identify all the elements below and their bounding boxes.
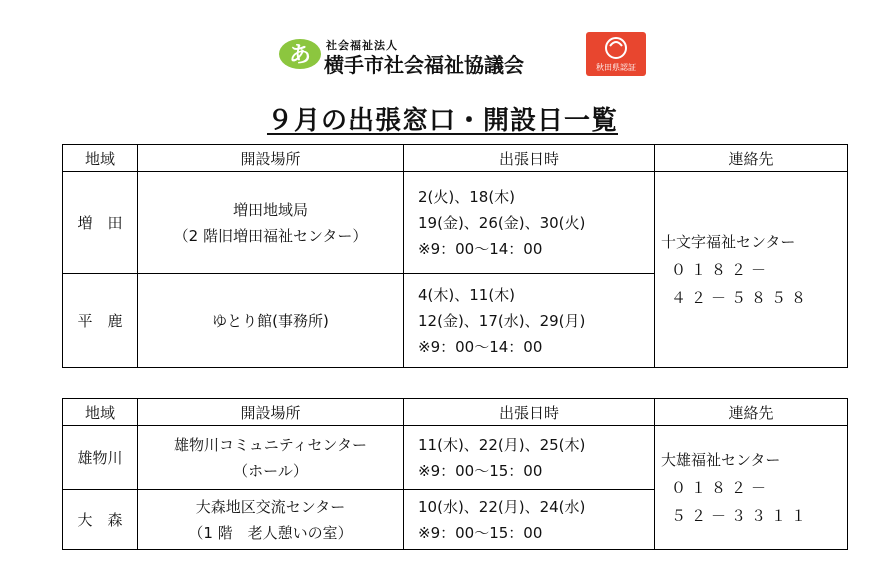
place-cell [138, 426, 404, 490]
header-area: 地域 [63, 145, 138, 172]
contact-phone-number: ４２－５８５８ [671, 288, 812, 307]
place-line: （2 階旧増田福祉センター） [173, 226, 368, 245]
place-line: 雄物川コミュニティセンター [174, 435, 367, 454]
svg-text:あ: あ [288, 43, 312, 68]
area-cell: 大 森 [63, 490, 138, 550]
header-contact: 連絡先 [655, 399, 848, 426]
table-header-row [63, 399, 848, 426]
header-contact: 連絡先 [655, 145, 848, 172]
contact-center-name: 十文字福祉センター [661, 232, 796, 251]
area-cell: 増 田 [63, 172, 138, 274]
dates-line: 12(金)、17(水)、29(月) [418, 311, 586, 330]
datetime-cell [404, 274, 655, 368]
badge-text: 秋田県認証 [596, 63, 636, 72]
contact-cell [655, 172, 848, 368]
contact-phone-prefix: ０１８２－ [671, 478, 772, 497]
dates-line: 2(火)、18(木) [418, 187, 516, 206]
table-header-row [63, 145, 848, 172]
org-name: 横手市社会福祉協議会 [324, 53, 524, 77]
table-row [63, 426, 848, 490]
datetime-cell [404, 426, 655, 490]
area-cell: 雄物川 [63, 426, 138, 490]
schedule-table-2 [62, 398, 848, 550]
contact-phone-number: ５２－３３１１ [671, 506, 812, 525]
hours-line: ※9：00～15：00 [418, 461, 543, 480]
place-cell [138, 172, 404, 274]
dates-line: 10(水)、22(月)、24(水) [418, 497, 586, 516]
area-cell: 平 鹿 [63, 274, 138, 368]
header-place: 開設場所 [138, 145, 404, 172]
dates-line: 11(木)、22(月)、25(木) [418, 435, 586, 454]
header-area: 地域 [63, 399, 138, 426]
organization-logo-icon [278, 38, 322, 70]
place-line: ゆとり館(事務所) [212, 311, 329, 330]
certification-badge [586, 32, 646, 76]
header-place: 開設場所 [138, 399, 404, 426]
page-title: ９月の出張窓口・開設日一覧 [266, 106, 618, 136]
datetime-cell [404, 490, 655, 550]
header-datetime: 出張日時 [404, 145, 655, 172]
contact-cell [655, 426, 848, 550]
place-line: 増田地域局 [232, 200, 308, 219]
dates-line: 19(金)、26(金)、30(火) [418, 213, 586, 232]
header [278, 32, 658, 78]
datetime-cell [404, 172, 655, 274]
place-line: （1 階 老人憩いの室） [188, 523, 353, 542]
place-line: 大森地区交流センター [195, 497, 346, 516]
contact-phone-prefix: ０１８２－ [671, 260, 772, 279]
hours-line: ※9：00～14：00 [418, 239, 543, 258]
hours-line: ※9：00～15：00 [418, 523, 543, 542]
place-cell [138, 274, 404, 368]
contact-center-name: 大雄福祉センター [661, 450, 781, 469]
schedule-table-1 [62, 144, 848, 368]
org-type-label: 社会福祉法人 [326, 39, 398, 52]
hours-line: ※9：00～14：00 [418, 337, 543, 356]
dates-line: 4(木)、11(木) [418, 285, 516, 304]
header-datetime: 出張日時 [404, 399, 655, 426]
place-line: （ホール） [233, 461, 308, 480]
place-cell [138, 490, 404, 550]
table-row [63, 172, 848, 274]
